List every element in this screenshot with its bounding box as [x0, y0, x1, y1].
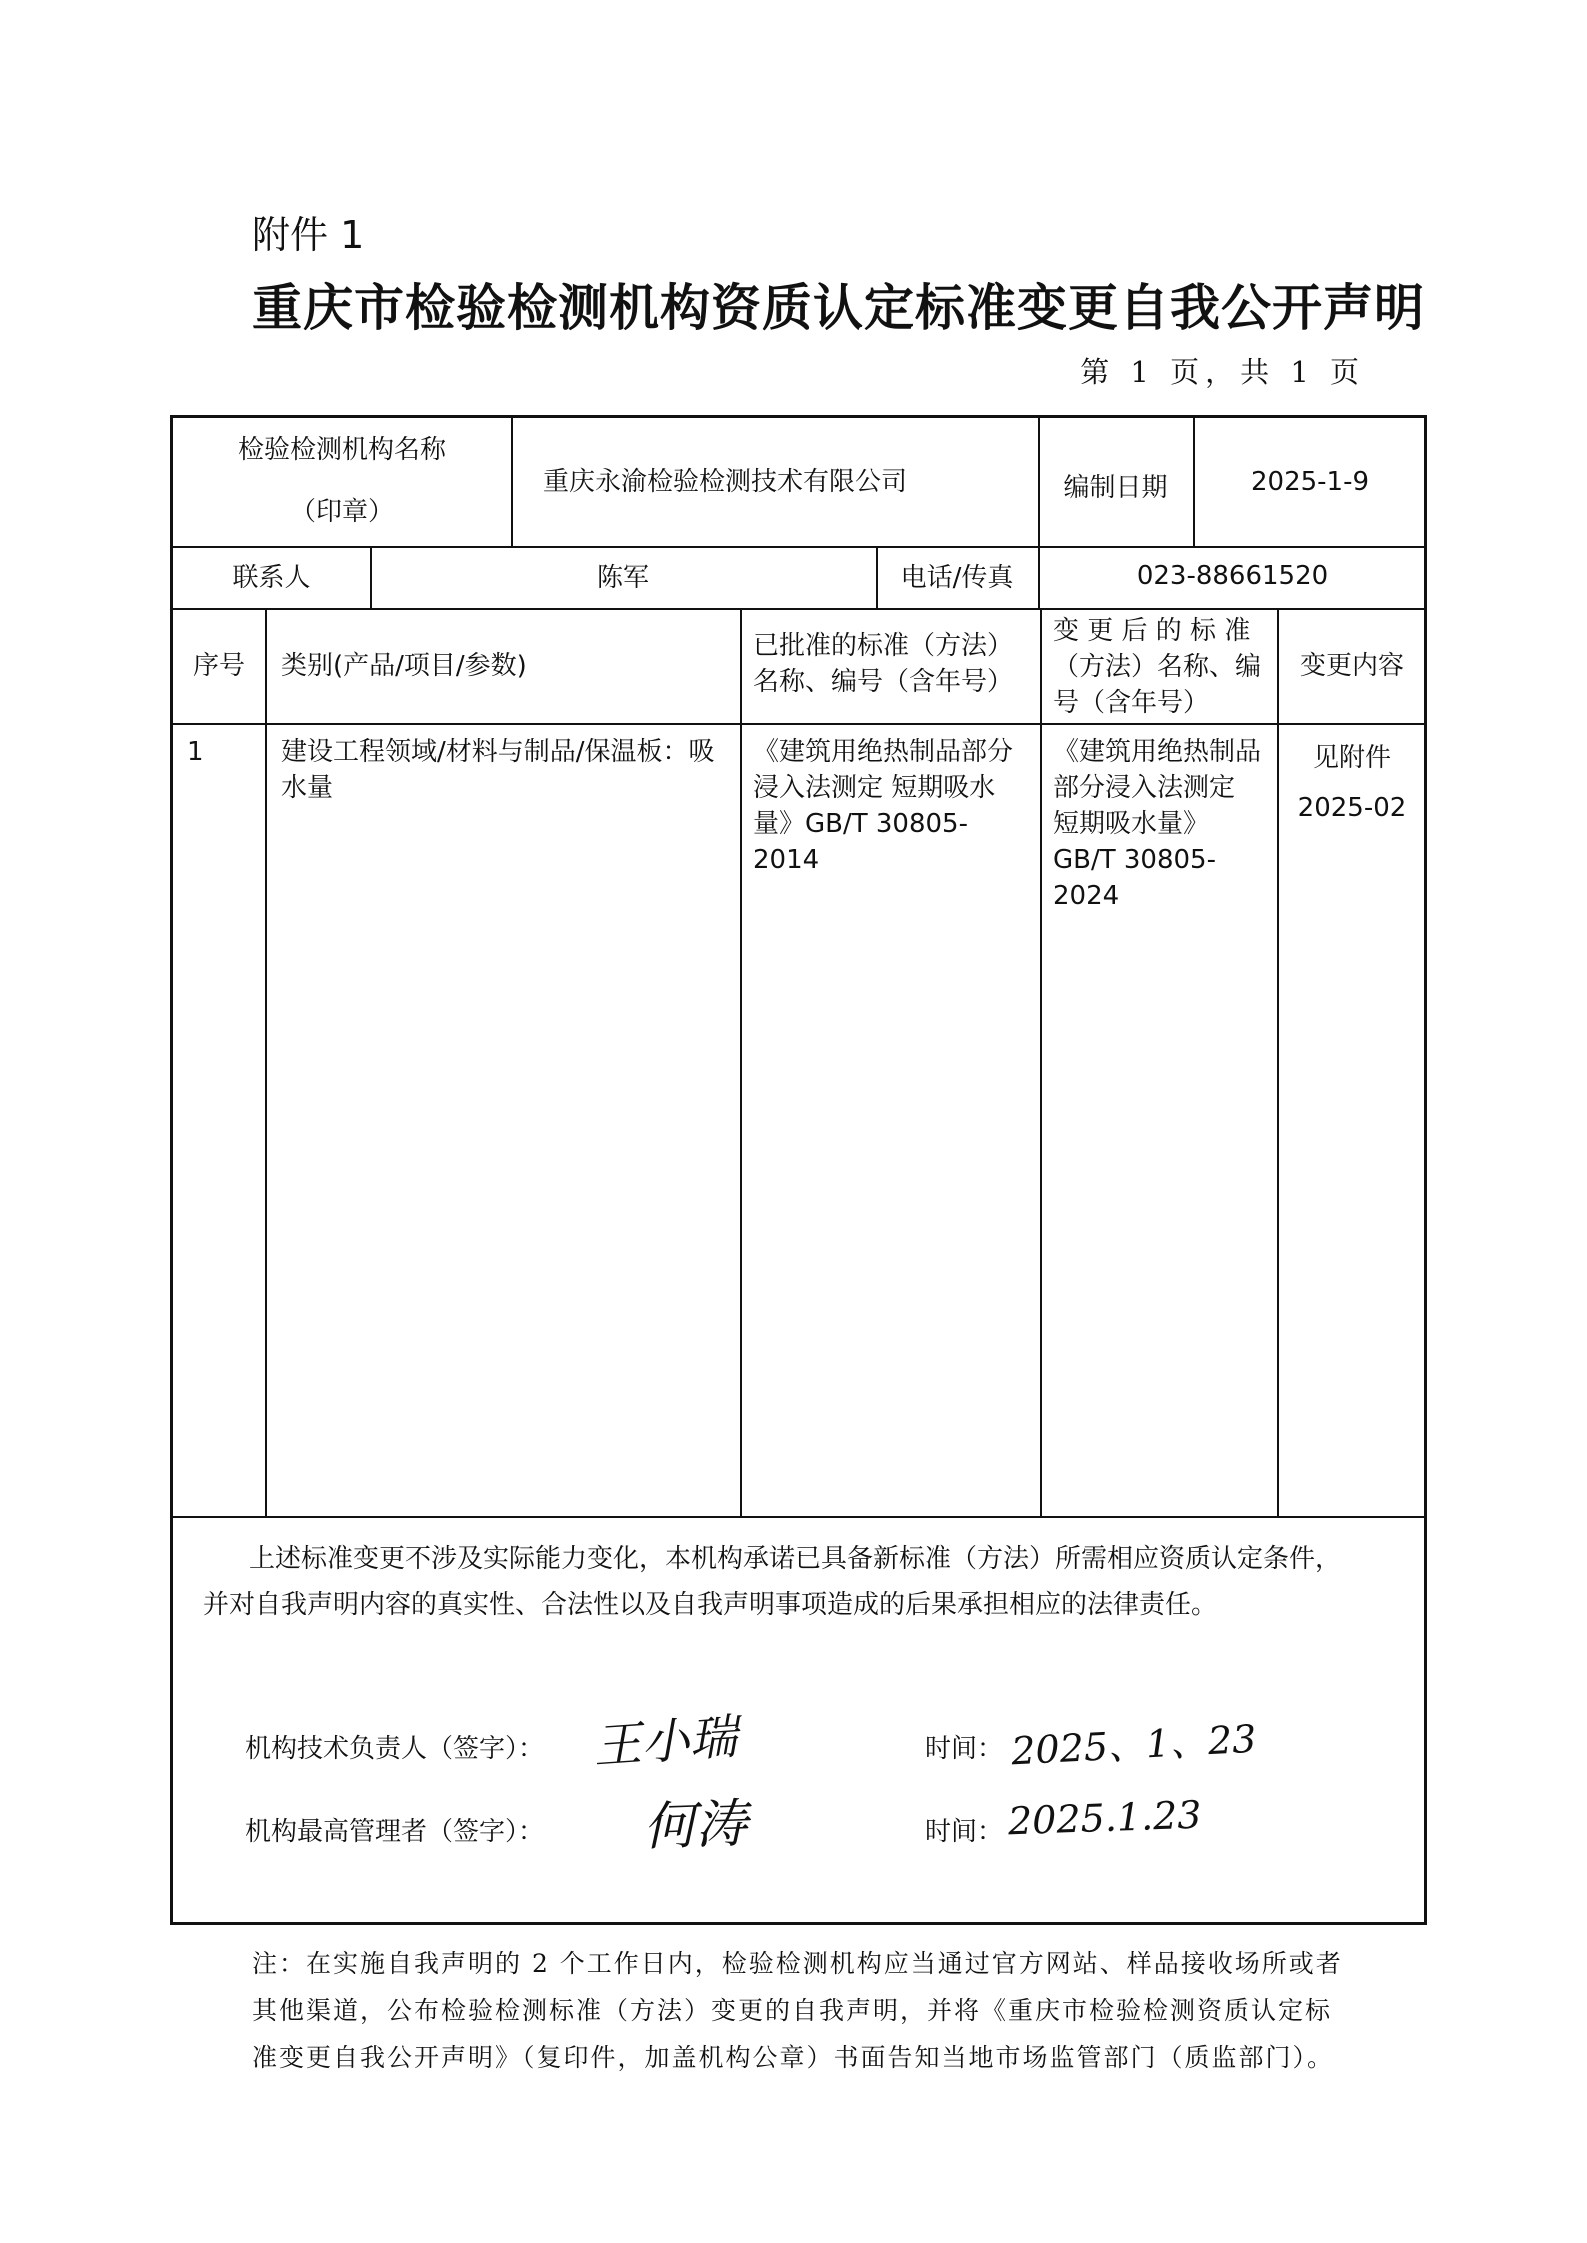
document-title: 重庆市检验检测机构资质认定标准变更自我公开声明 [252, 279, 1425, 337]
row-approved: 《建筑用绝热制品部分浸入法测定 短期吸水量》GB/T 30805-2014 [753, 737, 1014, 875]
tech-signatory-label: 机构技术负责人（签字）： [245, 1734, 545, 1764]
row-divider [173, 1516, 1424, 1518]
tech-signature: 王小瑞 [591, 1709, 740, 1775]
col-divider [265, 608, 267, 1516]
seal-label: （印章） [289, 497, 394, 527]
row-divider [173, 546, 1424, 548]
manager-signing-time: 2025.1.23 [1007, 1792, 1203, 1844]
contact-name: 陈军 [596, 563, 649, 593]
row-category: 建设工程领域/材料与制品/保温板：吸水量 [281, 737, 715, 803]
manager-time-label: 时间： [925, 1817, 1004, 1847]
row-divider [173, 723, 1424, 725]
header-no: 序号 [192, 651, 245, 681]
row-divider [173, 608, 1424, 610]
commitment-statement [173, 1536, 1424, 1628]
manager-signatory-label: 机构最高管理者（签字）： [245, 1817, 545, 1847]
row-changed: 《建筑用绝热制品 部分浸入法测定 短期吸水量》GB/T 30805-2024 [1053, 737, 1262, 911]
statement-line: 上述标准变更不涉及实际能力变化，本机构承诺已具备新标准（方法）所需相应资质认定条件， [249, 1544, 1342, 1574]
attachment-label: 附件 1 [252, 213, 365, 257]
row-no: 1 [187, 737, 204, 767]
col-divider [511, 418, 513, 546]
page-info: 第 1 页，共 1 页 [1080, 355, 1365, 389]
col-divider [740, 608, 742, 1516]
tech-time-label: 时间： [925, 1734, 1004, 1764]
contact-label: 联系人 [232, 563, 311, 593]
tech-signing-time: 2025、1、23 [1010, 1716, 1258, 1774]
footnote [252, 1940, 1362, 2081]
manager-signature: 何涛 [642, 1794, 749, 1858]
org-name: 重庆永渝检验检测技术有限公司 [543, 467, 908, 497]
row-content-date: 2025-02 [1297, 793, 1407, 823]
footnote-line: 其他渠道，公布检验检测标准（方法）变更的自我声明，并将《重庆市检验检测资质认定标 [252, 1996, 1333, 2025]
date-value: 2025-1-9 [1250, 467, 1369, 497]
phone-label: 电话/传真 [900, 563, 1014, 593]
footnote-line: 注：在实施自我声明的 2 个工作日内，检验检测机构应当通过官方网站、样品接收场所或者 [252, 1949, 1343, 1978]
header-category: 类别(产品/项目/参数) [281, 651, 527, 681]
row-content: 见附件 [1312, 743, 1391, 773]
declaration-form [170, 415, 1427, 1925]
statement-line: 并对自我声明内容的真实性、合法性以及自我声明事项造成的后果承担相应的法律责任。 [203, 1590, 1218, 1620]
org-label: 检验检测机构名称 [237, 435, 446, 465]
footnote-line: 准变更自我公开声明》（复印件，加盖机构公章）书面告知当地市场监管部门（质监部门）。 [252, 2043, 1335, 2072]
header-content: 变更内容 [1299, 651, 1404, 681]
phone-value: 023-88661520 [1136, 561, 1329, 591]
col-divider [1040, 608, 1042, 1516]
header-approved: 已批准的标准（方法）名称、编号（含年号） [753, 631, 1014, 697]
header-changed: 变 更 后 的 标 准（方法）名称、编号（含年号） [1053, 616, 1262, 718]
date-label: 编制日期 [1063, 473, 1168, 503]
